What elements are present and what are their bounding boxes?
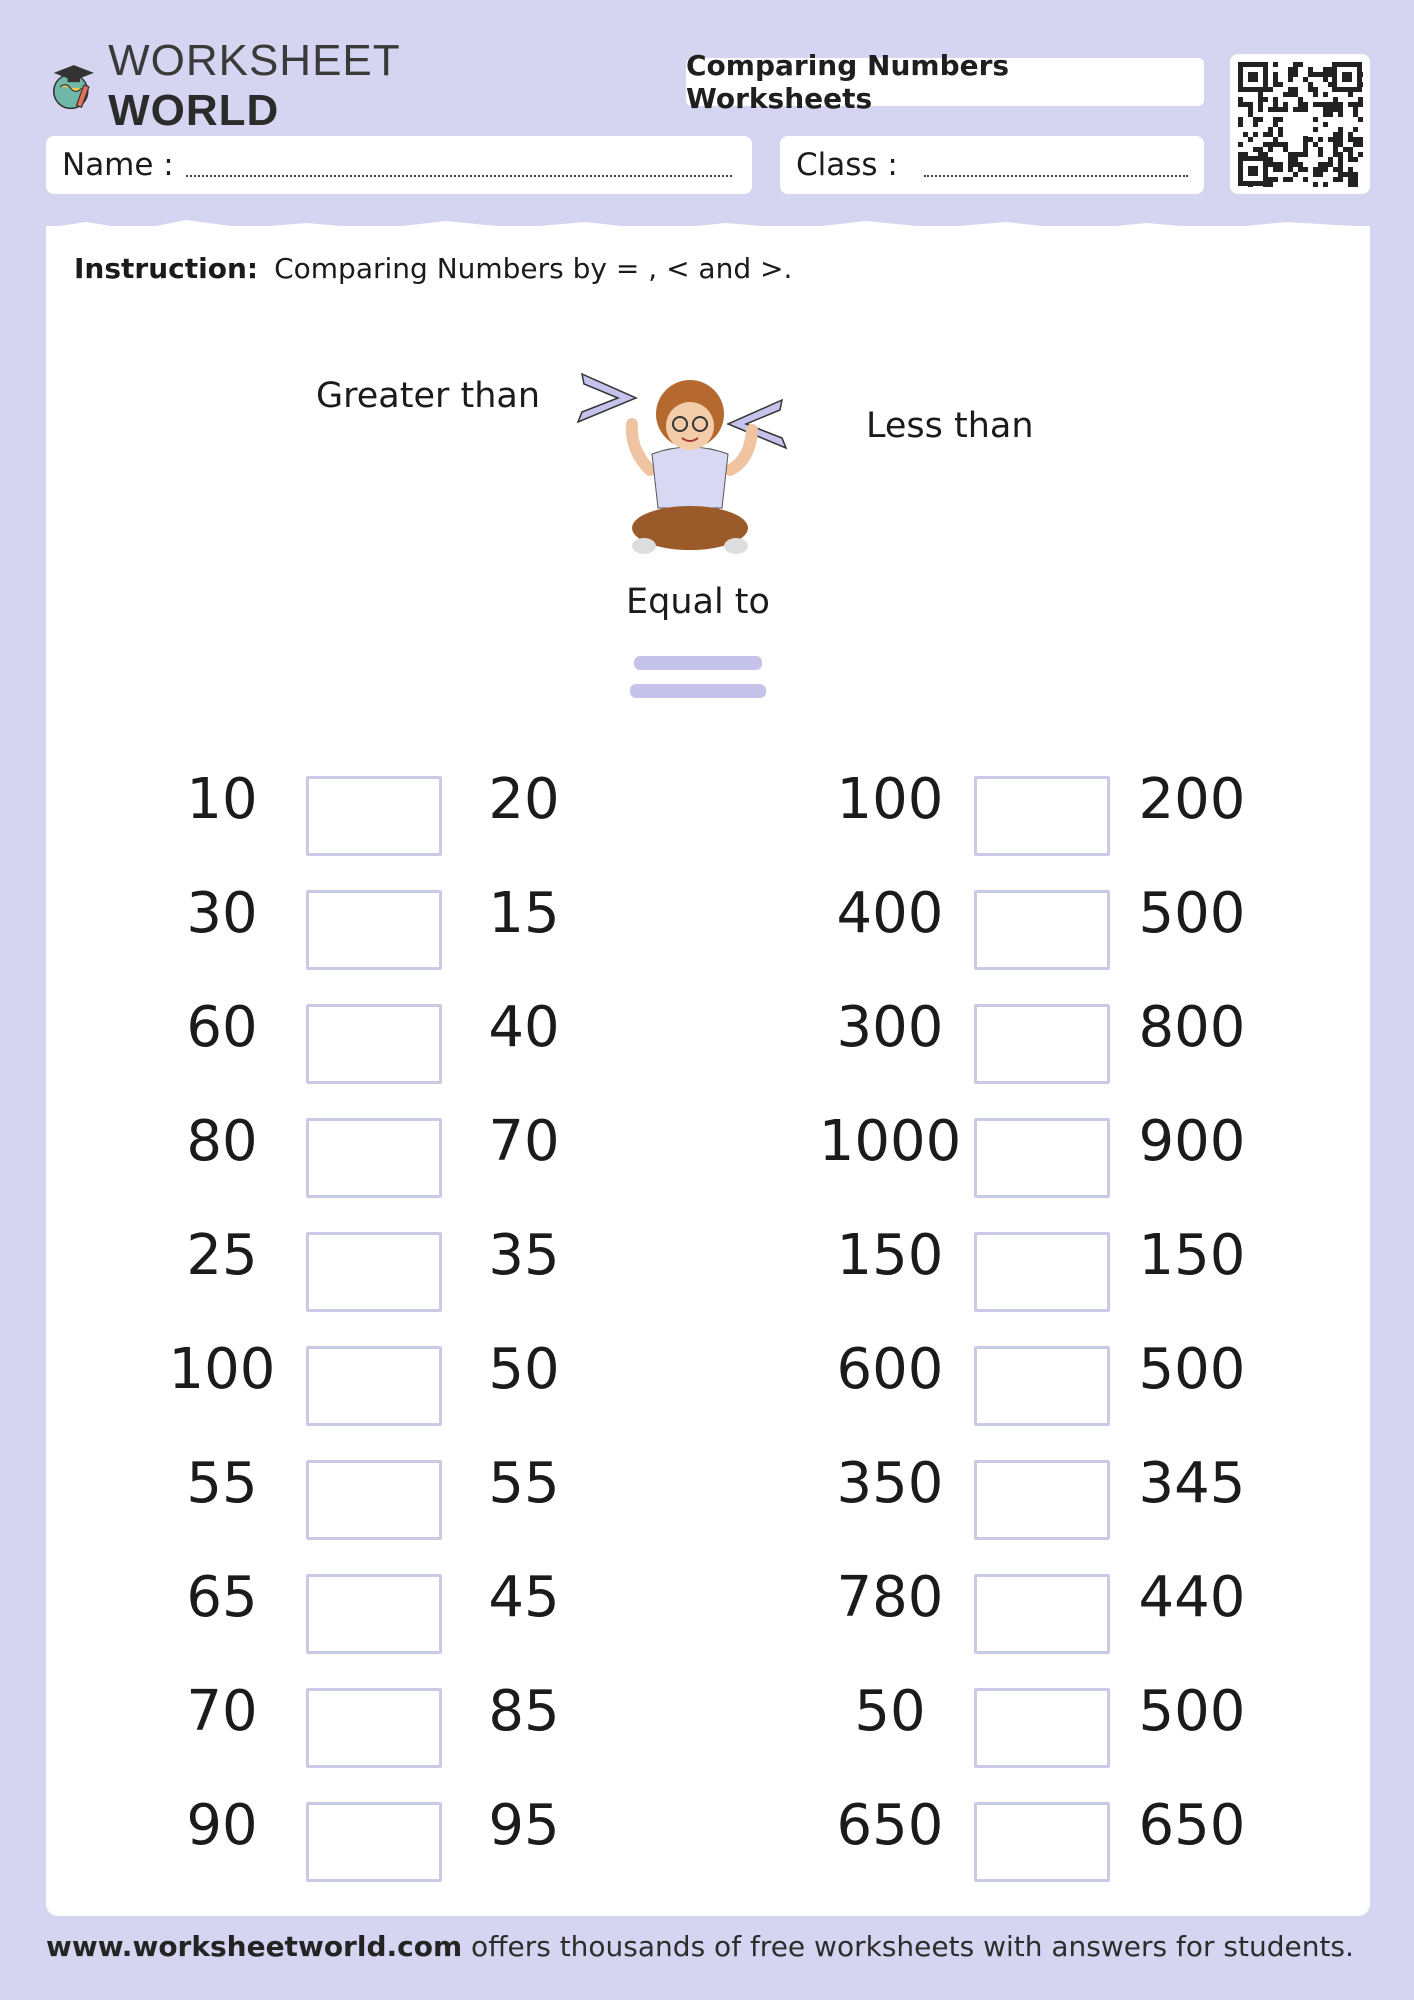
problem-left-10-answer-box[interactable] — [306, 1802, 442, 1882]
problem-left-4-second-number: 70 — [488, 1109, 560, 1174]
less-than-symbol-icon — [728, 400, 786, 448]
qr-code-graphic — [1230, 54, 1370, 194]
problem-right-6-first-number: 600 — [836, 1337, 944, 1402]
problem-left-5-answer-box[interactable] — [306, 1232, 442, 1312]
problem-left-8-answer-box[interactable] — [306, 1574, 442, 1654]
class-label: Class : — [796, 147, 898, 183]
problem-right-7-answer-box[interactable] — [974, 1460, 1110, 1540]
footer-text: offers thousands of free worksheets with answers for students. — [462, 1930, 1354, 1963]
problem-right-2-first-number: 400 — [836, 881, 944, 946]
problem-left-3-answer-box[interactable] — [306, 1004, 442, 1084]
instruction — [74, 252, 792, 285]
problem-right-9-second-number: 500 — [1138, 1679, 1246, 1744]
problem-right-7-first-number: 350 — [836, 1451, 944, 1516]
equal-sign-icon — [630, 648, 770, 706]
problem-left-1-answer-box[interactable] — [306, 776, 442, 856]
problem-left-2-answer-box[interactable] — [306, 890, 442, 970]
qr-code — [1230, 54, 1370, 194]
problem-right-3-second-number: 800 — [1138, 995, 1246, 1060]
problem-left-9-answer-box[interactable] — [306, 1688, 442, 1768]
instruction-label: Instruction: — [74, 252, 259, 285]
problem-right-5-answer-box[interactable] — [974, 1232, 1110, 1312]
problem-left-10-second-number: 95 — [488, 1793, 560, 1858]
problem-left-5-first-number: 25 — [186, 1223, 258, 1288]
problem-right-2-second-number: 500 — [1138, 881, 1246, 946]
logo-text-bold: WORLD — [108, 86, 280, 135]
problem-right-1-first-number: 100 — [836, 767, 944, 832]
greater-than-label: Greater than — [316, 376, 541, 416]
problem-left-8-second-number: 45 — [488, 1565, 560, 1630]
worksheet-title: Comparing Numbers Worksheets — [686, 58, 1204, 106]
logo-text-light: WORKSHEET — [108, 36, 400, 85]
problem-right-1-second-number: 200 — [1138, 767, 1246, 832]
problem-left-6-second-number: 50 — [488, 1337, 560, 1402]
problem-left-4-first-number: 80 — [186, 1109, 258, 1174]
problem-right-10-answer-box[interactable] — [974, 1802, 1110, 1882]
problem-left-4-answer-box[interactable] — [306, 1118, 442, 1198]
problem-left-1-second-number: 20 — [488, 767, 560, 832]
instruction-text: Comparing Numbers by = , < and >. — [274, 252, 793, 285]
problem-left-6-first-number: 100 — [168, 1337, 276, 1402]
footer — [46, 1930, 1354, 1963]
problem-left-7-first-number: 55 — [186, 1451, 258, 1516]
problem-left-6-answer-box[interactable] — [306, 1346, 442, 1426]
problem-right-4-first-number: 1000 — [818, 1109, 962, 1174]
problem-right-6-second-number: 500 — [1138, 1337, 1246, 1402]
problem-right-8-second-number: 440 — [1138, 1565, 1246, 1630]
problem-right-3-answer-box[interactable] — [974, 1004, 1110, 1084]
name-writing-line[interactable] — [186, 175, 732, 177]
greater-than-symbol-icon — [578, 374, 636, 422]
problem-right-6-answer-box[interactable] — [974, 1346, 1110, 1426]
logo — [46, 36, 476, 135]
problem-right-5-second-number: 150 — [1138, 1223, 1246, 1288]
problem-left-3-second-number: 40 — [488, 995, 560, 1060]
problem-left-2-first-number: 30 — [186, 881, 258, 946]
problem-right-8-answer-box[interactable] — [974, 1574, 1110, 1654]
problem-right-10-first-number: 650 — [836, 1793, 944, 1858]
problem-right-9-answer-box[interactable] — [974, 1688, 1110, 1768]
problem-left-2-second-number: 15 — [488, 881, 560, 946]
problem-right-3-first-number: 300 — [836, 995, 944, 1060]
class-writing-line[interactable] — [924, 175, 1188, 177]
torn-paper-edge — [46, 214, 1370, 244]
problem-left-3-first-number: 60 — [186, 995, 258, 1060]
name-label: Name : — [62, 147, 174, 183]
problem-left-9-first-number: 70 — [186, 1679, 258, 1744]
footer-url[interactable]: www.worksheetworld.com — [46, 1930, 463, 1963]
problem-right-10-second-number: 650 — [1138, 1793, 1246, 1858]
problem-left-7-answer-box[interactable] — [306, 1460, 442, 1540]
problem-right-5-first-number: 150 — [836, 1223, 944, 1288]
problem-left-1-first-number: 10 — [186, 767, 258, 832]
equal-to-label: Equal to — [626, 582, 770, 622]
class-field[interactable] — [780, 136, 1204, 194]
problem-left-9-second-number: 85 — [488, 1679, 560, 1744]
problem-right-4-second-number: 900 — [1138, 1109, 1246, 1174]
problem-left-8-first-number: 65 — [186, 1565, 258, 1630]
name-field[interactable] — [46, 136, 752, 194]
problem-left-7-second-number: 55 — [488, 1451, 560, 1516]
problem-right-4-answer-box[interactable] — [974, 1118, 1110, 1198]
globe-mascot-icon — [46, 51, 100, 121]
problem-left-10-first-number: 90 — [186, 1793, 258, 1858]
problem-right-7-second-number: 345 — [1138, 1451, 1246, 1516]
kid-holding-symbols-illustration — [560, 350, 830, 570]
problem-left-5-second-number: 35 — [488, 1223, 560, 1288]
problem-right-1-answer-box[interactable] — [974, 776, 1110, 856]
problem-right-2-answer-box[interactable] — [974, 890, 1110, 970]
problem-right-9-first-number: 50 — [854, 1679, 926, 1744]
less-than-label: Less than — [866, 406, 1034, 446]
problem-right-8-first-number: 780 — [836, 1565, 944, 1630]
